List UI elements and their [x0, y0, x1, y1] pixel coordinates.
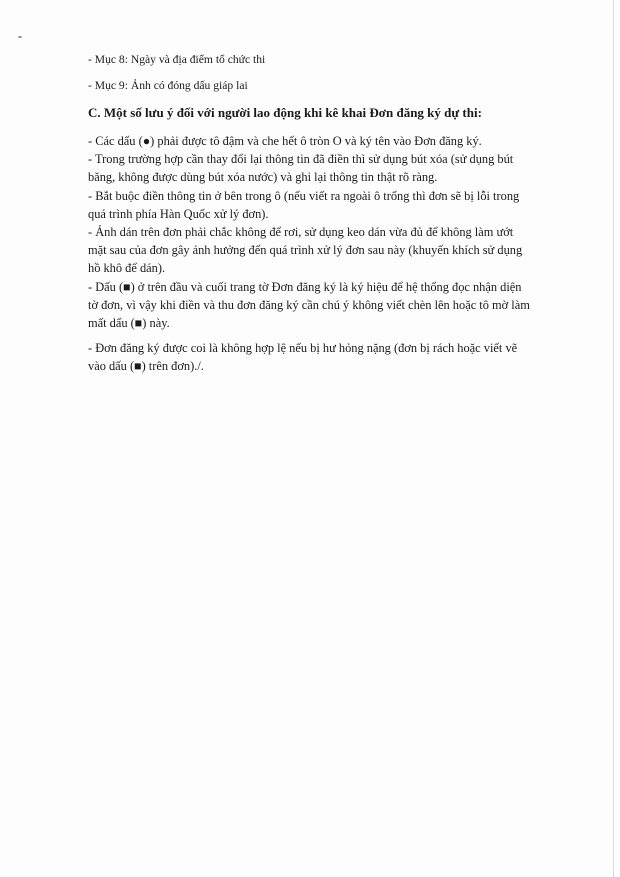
document-body — [88, 52, 532, 376]
note-paragraph-4: - Ảnh dán trên đơn phải chắc không để rơi, sử dụng keo dán vừa đủ để không làm ướt mặt sau của đơn gây ảnh hưởng đến quá trình xử lý đơn sau này (khuyến khích sử dụng hồ khô để dán). — [88, 225, 523, 276]
note-paragraph-6: - Đơn đăng ký được coi là không hợp lệ nếu bị hư hỏng nặng (đơn bị rách hoặc viết vẽ vào dấu (■) trên đơn)./. — [88, 341, 518, 374]
note-paragraph-5: - Dấu (■) ở trên đầu và cuối trang tờ Đơn đăng ký là ký hiệu để hệ thống đọc nhận diện tờ đơn, vì vậy khi điền và thu đơn đăng ký cần chú ý không viết chèn lên hoặc tô mờ làm mất dấu (■) này. — [88, 279, 530, 331]
item-muc-9: - Mục 9: Ảnh có đóng dấu giáp lai — [88, 79, 248, 92]
item-muc-8: - Mục 8: Ngày và địa điểm tổ chức thi — [88, 53, 266, 66]
scan-edge-line — [613, 0, 614, 877]
note-paragraph-3: - Bắt buộc điền thông tin ở bên trong ô (nếu viết ra ngoài ô trống thì đơn sẽ bị lỗi trong quá trình phía Hàn Quốc xử lý đơn). — [88, 188, 520, 221]
note-paragraph-2: - Trong trường hợp cần thay đổi lại thông tin đã điền thì sử dụng bút xóa (sử dụng bút băng, không được dùng bút xóa nước) và ghi lại thông tin thật rõ ràng. — [88, 152, 514, 185]
scan-speck — [18, 36, 22, 38]
note-paragraph-1: - Các dấu (●) phải được tô đậm và che hết ô tròn O và ký tên vào Đơn đăng ký. — [88, 134, 482, 148]
section-c-heading: C. Một số lưu ý đối với người lao động khi kê khai Đơn đăng ký dự thi: — [88, 105, 482, 120]
